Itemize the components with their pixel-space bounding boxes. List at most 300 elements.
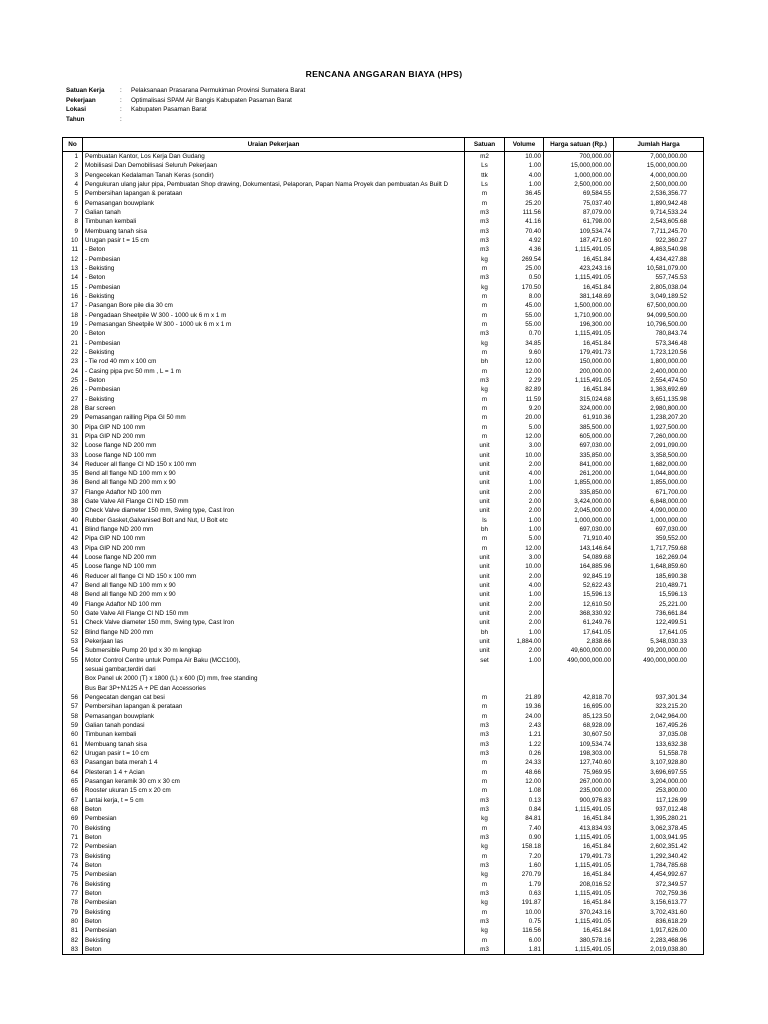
volume: 12.00 bbox=[505, 544, 544, 553]
unit: m3 bbox=[465, 833, 505, 842]
total-price: 1,723,120.56 bbox=[650, 348, 687, 356]
volume: 10.00 bbox=[505, 451, 544, 460]
row-number: 81 bbox=[63, 926, 83, 935]
item-description: - Pembesian bbox=[83, 339, 465, 348]
item-description: - Pasangan Bore pile dia 30 cm bbox=[83, 301, 465, 310]
total-price: 3,107,928.80 bbox=[650, 759, 687, 767]
item-description: Pembesian bbox=[83, 870, 465, 879]
row-number: 2 bbox=[63, 161, 83, 170]
header-satuan: Satuan bbox=[465, 138, 505, 151]
table-row bbox=[63, 805, 703, 814]
item-description: Pemasangan railling Pipa GI 50 mm bbox=[83, 413, 465, 422]
item-description: Bend all flange ND 100 mm x 90 bbox=[83, 469, 465, 478]
unit: m bbox=[465, 301, 505, 310]
volume: 12.00 bbox=[505, 357, 544, 366]
unit-price: 380,578.16 bbox=[544, 936, 614, 945]
unit: unit bbox=[465, 469, 505, 478]
table-row bbox=[63, 870, 703, 879]
row-number: 4 bbox=[63, 180, 83, 189]
item-description: Lantai kerja, t = 5 cm bbox=[83, 796, 465, 805]
table-row bbox=[63, 712, 703, 721]
volume: 5.00 bbox=[505, 534, 544, 543]
table-row bbox=[63, 283, 703, 292]
unit: m3 bbox=[465, 805, 505, 814]
unit-price: 127,740.60 bbox=[544, 758, 614, 767]
row-number: 82 bbox=[63, 936, 83, 945]
row-number: 22 bbox=[63, 348, 83, 357]
unit-price: 324,000.00 bbox=[544, 404, 614, 413]
unit: unit bbox=[465, 488, 505, 497]
total-price: 10,796,500.00 bbox=[646, 320, 687, 328]
row-number: 8 bbox=[63, 217, 83, 226]
volume: 1.00 bbox=[505, 516, 544, 525]
item-description: Plesteran 1 4 + Acian bbox=[83, 768, 465, 777]
unit: kg bbox=[465, 283, 505, 292]
unit-price: 15,596.13 bbox=[544, 590, 614, 599]
unit: m bbox=[465, 908, 505, 917]
volume: 0.84 bbox=[505, 805, 544, 814]
unit-price: 61,249.76 bbox=[544, 618, 614, 627]
unit: m bbox=[465, 432, 505, 441]
item-description: Pasangan keramik 30 cm x 30 cm bbox=[83, 777, 465, 786]
unit-price: 16,451.84 bbox=[544, 842, 614, 851]
volume: 1.21 bbox=[505, 730, 544, 739]
item-description: Membuang tanah sisa bbox=[83, 740, 465, 749]
row-number: 52 bbox=[63, 628, 83, 637]
total-price: 25,221.00 bbox=[658, 600, 687, 608]
row-number: 76 bbox=[63, 880, 83, 889]
row-number: 63 bbox=[63, 758, 83, 767]
item-description: Reducer all flange CI ND 150 x 100 mm bbox=[83, 572, 465, 581]
unit-price: 1,000,000.00 bbox=[544, 516, 614, 525]
total-price: 780,843.74 bbox=[655, 330, 687, 338]
info-label: Pekerjaan bbox=[66, 96, 96, 104]
volume: 0.13 bbox=[505, 796, 544, 805]
table-row bbox=[63, 740, 703, 749]
unit-price: 16,451.84 bbox=[544, 385, 614, 394]
total-price: 99,200,000.00 bbox=[646, 647, 687, 655]
volume: 2.00 bbox=[505, 609, 544, 618]
total-price: 922,360.27 bbox=[655, 236, 687, 244]
unit-price: 1,710,900.00 bbox=[544, 311, 614, 320]
volume: 1.60 bbox=[505, 861, 544, 870]
table-row bbox=[63, 199, 703, 208]
unit: m bbox=[465, 423, 505, 432]
row-number: 36 bbox=[63, 478, 83, 487]
total-price: 1,927,500.00 bbox=[650, 423, 687, 431]
volume: 41.16 bbox=[505, 217, 544, 226]
unit-price: 2,500,000.00 bbox=[544, 180, 614, 189]
unit-price: 198,303.00 bbox=[544, 749, 614, 758]
item-description: Beton bbox=[83, 861, 465, 870]
item-description: - Beton bbox=[83, 376, 465, 385]
table-row bbox=[63, 189, 703, 198]
unit: m bbox=[465, 544, 505, 553]
total-price: 490,000,000.00 bbox=[643, 656, 687, 664]
item-description: - Casing pipa pvc 50 mm , L = 1 m bbox=[83, 367, 465, 376]
table-row bbox=[63, 395, 703, 404]
volume: 2.00 bbox=[505, 506, 544, 515]
table-row bbox=[63, 562, 703, 571]
table-row bbox=[63, 880, 703, 889]
unit: m bbox=[465, 768, 505, 777]
table-row bbox=[63, 581, 703, 590]
item-description: Pengukuran ulang jalur pipa, Pembuatan Shop drawing, Dokumentasi, Pelaporan, Papan Nama Proyek dan pembuatan As Built D bbox=[83, 180, 465, 189]
unit-price: 16,451.84 bbox=[544, 926, 614, 935]
unit-price: 87,079.00 bbox=[544, 208, 614, 217]
volume: 55.00 bbox=[505, 320, 544, 329]
volume: 10.00 bbox=[505, 152, 544, 161]
total-price: 2,554,474.50 bbox=[650, 376, 687, 384]
unit-price: 200,000.00 bbox=[544, 367, 614, 376]
item-description: Pipa GIP ND 100 mm bbox=[83, 534, 465, 543]
row-number: 28 bbox=[63, 404, 83, 413]
total-price: 372,349.57 bbox=[655, 880, 687, 888]
unit: m3 bbox=[465, 236, 505, 245]
volume: 4.00 bbox=[505, 171, 544, 180]
row-number: 61 bbox=[63, 740, 83, 749]
item-description: Check Valve diameter 150 mm, Swing type, Cast Iron bbox=[83, 506, 465, 515]
item-description: Loose flange ND 200 mm bbox=[83, 441, 465, 450]
unit: m bbox=[465, 777, 505, 786]
unit: kg bbox=[465, 898, 505, 907]
unit: m bbox=[465, 852, 505, 861]
unit-price: 179,491.73 bbox=[544, 852, 614, 861]
unit-price: 164,885.96 bbox=[544, 562, 614, 571]
row-number: 19 bbox=[63, 320, 83, 329]
volume: 2.00 bbox=[505, 497, 544, 506]
row-number: 1 bbox=[63, 152, 83, 161]
unit-price: 697,030.00 bbox=[544, 441, 614, 450]
row-number: 37 bbox=[63, 488, 83, 497]
unit-price: 697,030.00 bbox=[544, 525, 614, 534]
total-price: 573,346.48 bbox=[655, 339, 687, 347]
item-description-line: Motor Control Centre untuk Pompa Air Baku (MCC100), bbox=[85, 656, 241, 664]
unit: m bbox=[465, 413, 505, 422]
item-description: Pipa GIP ND 200 mm bbox=[83, 544, 465, 553]
item-description: Pengecatan dengan cat besi bbox=[83, 693, 465, 702]
row-number: 20 bbox=[63, 329, 83, 338]
total-price: 1,003,941.95 bbox=[650, 833, 687, 841]
unit: ls bbox=[465, 516, 505, 525]
table-row bbox=[63, 842, 703, 851]
total-price: 4,454,992.67 bbox=[650, 871, 687, 879]
total-price: 1,363,692.69 bbox=[650, 386, 687, 394]
volume: 0.90 bbox=[505, 833, 544, 842]
row-number: 58 bbox=[63, 712, 83, 721]
table-row bbox=[63, 758, 703, 767]
row-number: 46 bbox=[63, 572, 83, 581]
volume: 5.00 bbox=[505, 423, 544, 432]
table-row bbox=[63, 478, 703, 487]
row-number: 43 bbox=[63, 544, 83, 553]
unit: kg bbox=[465, 870, 505, 879]
total-price: 702,759.36 bbox=[655, 889, 687, 897]
total-price: 185,690.38 bbox=[655, 572, 687, 580]
unit: kg bbox=[465, 842, 505, 851]
item-description: - Pengadaan Sheetpile W 300 - 1000 uk 6 m x 1 m bbox=[83, 311, 465, 320]
item-description: Bekisting bbox=[83, 852, 465, 861]
row-number: 18 bbox=[63, 311, 83, 320]
row-number: 67 bbox=[63, 796, 83, 805]
table-body bbox=[63, 152, 703, 954]
unit: kg bbox=[465, 385, 505, 394]
volume: 1.22 bbox=[505, 740, 544, 749]
total-price: 671,700.00 bbox=[655, 488, 687, 496]
volume: 45.00 bbox=[505, 301, 544, 310]
row-number: 24 bbox=[63, 367, 83, 376]
total-price: 6,848,000.00 bbox=[650, 498, 687, 506]
unit: m bbox=[465, 404, 505, 413]
table-row bbox=[63, 796, 703, 805]
volume: 24.33 bbox=[505, 758, 544, 767]
unit: m3 bbox=[465, 917, 505, 926]
total-price: 7,711,245.70 bbox=[650, 227, 687, 235]
unit: unit bbox=[465, 572, 505, 581]
info-value: Optimalisasi SPAM Air Bangis Kabupaten Pasaman Barat bbox=[131, 96, 292, 104]
unit: unit bbox=[465, 562, 505, 571]
table-row bbox=[63, 385, 703, 394]
total-price: 10,581,079.00 bbox=[646, 264, 687, 272]
info-label: Tahun bbox=[66, 115, 85, 123]
total-price: 7,260,000.00 bbox=[650, 432, 687, 440]
table-row bbox=[63, 413, 703, 422]
row-number: 15 bbox=[63, 283, 83, 292]
row-number: 35 bbox=[63, 469, 83, 478]
table-row bbox=[63, 786, 703, 795]
table-row bbox=[63, 646, 703, 655]
unit: m3 bbox=[465, 208, 505, 217]
budget-table bbox=[62, 137, 704, 955]
table-row bbox=[63, 311, 703, 320]
volume: 0.70 bbox=[505, 329, 544, 338]
row-number: 29 bbox=[63, 413, 83, 422]
unit-price: 54,089.68 bbox=[544, 553, 614, 562]
row-number: 45 bbox=[63, 562, 83, 571]
total-price: 7,000,000.00 bbox=[650, 153, 687, 160]
unit: m bbox=[465, 395, 505, 404]
volume: 11.59 bbox=[505, 395, 544, 404]
table-row bbox=[63, 423, 703, 432]
volume: 0.26 bbox=[505, 749, 544, 758]
item-description: Pasangan bata merah 1 4 bbox=[83, 758, 465, 767]
table-row bbox=[63, 339, 703, 348]
item-description: - Beton bbox=[83, 245, 465, 254]
item-description-line: Box Panel uk 2000 (T) x 1800 (L) x 600 (D) mm, free standing bbox=[85, 675, 258, 683]
table-row bbox=[63, 749, 703, 758]
table-row bbox=[63, 227, 703, 236]
total-price: 162,269.04 bbox=[655, 554, 687, 562]
row-number: 59 bbox=[63, 721, 83, 730]
row-number: 68 bbox=[63, 805, 83, 814]
unit: unit bbox=[465, 506, 505, 515]
total-price: 1,292,340.42 bbox=[650, 852, 687, 860]
unit: unit bbox=[465, 618, 505, 627]
row-number: 72 bbox=[63, 842, 83, 851]
total-price: 4,000,000.00 bbox=[650, 171, 687, 179]
table-row bbox=[63, 180, 703, 189]
total-price: 2,400,000.00 bbox=[650, 367, 687, 375]
volume: 12.00 bbox=[505, 432, 544, 441]
item-description: Bend all flange ND 200 mm x 90 bbox=[83, 478, 465, 487]
volume: 1.00 bbox=[505, 628, 544, 637]
total-price: 2,536,356.77 bbox=[650, 190, 687, 198]
volume: 4.92 bbox=[505, 236, 544, 245]
unit-price: 75,037.40 bbox=[544, 199, 614, 208]
table-row bbox=[63, 926, 703, 935]
item-description: - Bekisting bbox=[83, 264, 465, 273]
row-number: 23 bbox=[63, 357, 83, 366]
info-separator: : bbox=[120, 87, 122, 94]
unit-price: 2,838.66 bbox=[544, 637, 614, 646]
unit-price: 52,622.43 bbox=[544, 581, 614, 590]
item-description: Pembersihan lapangan & perataan bbox=[83, 189, 465, 198]
table-row bbox=[63, 833, 703, 842]
volume: 1.81 bbox=[505, 945, 544, 954]
total-price: 9,714,533.24 bbox=[650, 208, 687, 216]
item-description: - Pembesian bbox=[83, 283, 465, 292]
row-number: 33 bbox=[63, 451, 83, 460]
table-row bbox=[63, 936, 703, 945]
table-row bbox=[63, 898, 703, 907]
total-price: 1,682,000.00 bbox=[650, 460, 687, 468]
row-number: 64 bbox=[63, 768, 83, 777]
table-row bbox=[63, 628, 703, 637]
unit: unit bbox=[465, 581, 505, 590]
unit-price: 42,818.70 bbox=[544, 693, 614, 702]
volume: 1.00 bbox=[505, 656, 544, 693]
unit: m bbox=[465, 348, 505, 357]
item-description: - Pembesian bbox=[83, 385, 465, 394]
row-number: 75 bbox=[63, 870, 83, 879]
item-description-line: sesuai gambar,terdiri dari bbox=[85, 666, 156, 674]
volume: 20.00 bbox=[505, 413, 544, 422]
unit-price: 1,115,491.05 bbox=[544, 861, 614, 870]
volume: 170.50 bbox=[505, 283, 544, 292]
row-number: 21 bbox=[63, 339, 83, 348]
unit-price: 179,491.73 bbox=[544, 348, 614, 357]
item-description: Bend all flange ND 100 mm x 90 bbox=[83, 581, 465, 590]
volume: 82.89 bbox=[505, 385, 544, 394]
unit-price: 196,300.00 bbox=[544, 320, 614, 329]
volume: 158.18 bbox=[505, 842, 544, 851]
total-price: 253,800.00 bbox=[655, 787, 687, 795]
row-number: 49 bbox=[63, 600, 83, 609]
unit-price: 143,146.64 bbox=[544, 544, 614, 553]
unit-price: 335,850.00 bbox=[544, 488, 614, 497]
row-number: 42 bbox=[63, 534, 83, 543]
unit: m bbox=[465, 311, 505, 320]
unit-price: 109,534.74 bbox=[544, 227, 614, 236]
volume: 9.20 bbox=[505, 404, 544, 413]
unit: m bbox=[465, 824, 505, 833]
unit: unit bbox=[465, 460, 505, 469]
table-row bbox=[63, 367, 703, 376]
table-row bbox=[63, 441, 703, 450]
volume: 1.79 bbox=[505, 880, 544, 889]
total-price: 37,035.08 bbox=[658, 731, 687, 739]
unit: m3 bbox=[465, 376, 505, 385]
table-row bbox=[63, 301, 703, 310]
unit-price: 49,600,000.00 bbox=[544, 646, 614, 655]
volume: 9.60 bbox=[505, 348, 544, 357]
total-price: 15,596.13 bbox=[658, 591, 687, 599]
item-description: Timbunan kembali bbox=[83, 730, 465, 739]
row-number: 53 bbox=[63, 637, 83, 646]
unit-price: 267,000.00 bbox=[544, 777, 614, 786]
unit-price: 370,243.16 bbox=[544, 908, 614, 917]
table-row bbox=[63, 777, 703, 786]
row-number: 14 bbox=[63, 273, 83, 282]
info-separator: : bbox=[120, 115, 122, 123]
row-number: 50 bbox=[63, 609, 83, 618]
row-number: 5 bbox=[63, 189, 83, 198]
volume: 1.00 bbox=[505, 161, 544, 170]
unit-price: 1,000,000.00 bbox=[544, 171, 614, 180]
row-number: 7 bbox=[63, 208, 83, 217]
unit: m3 bbox=[465, 730, 505, 739]
item-description: Gate Valve All Flange CI ND 150 mm bbox=[83, 609, 465, 618]
unit: unit bbox=[465, 451, 505, 460]
row-number: 17 bbox=[63, 301, 83, 310]
item-description bbox=[83, 656, 465, 693]
total-price: 15,000,000.00 bbox=[646, 162, 687, 170]
total-price: 1,917,626.00 bbox=[650, 927, 687, 935]
row-number: 56 bbox=[63, 693, 83, 702]
info-separator: : bbox=[120, 106, 122, 114]
item-description: Bekisting bbox=[83, 908, 465, 917]
total-price: 4,863,540.98 bbox=[650, 246, 687, 254]
unit-price: 1,115,491.05 bbox=[544, 833, 614, 842]
row-number: 27 bbox=[63, 395, 83, 404]
table-row bbox=[63, 320, 703, 329]
total-price: 557,745.53 bbox=[655, 274, 687, 282]
unit: kg bbox=[465, 339, 505, 348]
total-price: 3,049,189.52 bbox=[650, 292, 687, 300]
total-price: 94,099,500.00 bbox=[646, 311, 687, 319]
row-number: 32 bbox=[63, 441, 83, 450]
item-description: Gate Valve All Flange CI ND 150 mm bbox=[83, 497, 465, 506]
item-description: Galian tanah pondasi bbox=[83, 721, 465, 730]
unit-price: 15,000,000.00 bbox=[544, 161, 614, 170]
item-description: Rooster ukuran 15 cm x 20 cm bbox=[83, 786, 465, 795]
unit-price: 17,641.05 bbox=[544, 628, 614, 637]
unit-price: 16,451.84 bbox=[544, 283, 614, 292]
row-number: 6 bbox=[63, 199, 83, 208]
table-header-row bbox=[63, 137, 703, 152]
info-value: Kabupaten Pasaman Barat bbox=[131, 106, 207, 114]
item-description: Beton bbox=[83, 917, 465, 926]
table-row bbox=[63, 656, 703, 693]
row-number: 55 bbox=[63, 656, 83, 693]
volume: 12.00 bbox=[505, 367, 544, 376]
header-harga-satuan: Harga satuan (Rp.) bbox=[544, 138, 614, 151]
item-description: - Tie rod 40 mm x 100 cm bbox=[83, 357, 465, 366]
unit-price: 1,115,491.05 bbox=[544, 889, 614, 898]
row-number: 80 bbox=[63, 917, 83, 926]
item-description: Pembesian bbox=[83, 842, 465, 851]
unit-price: 61,910.36 bbox=[544, 413, 614, 422]
unit-price: 75,969.95 bbox=[544, 768, 614, 777]
item-description: Bekisting bbox=[83, 824, 465, 833]
unit: m bbox=[465, 199, 505, 208]
unit-price: 68,928.09 bbox=[544, 721, 614, 730]
volume: 2.00 bbox=[505, 646, 544, 655]
table-row bbox=[63, 572, 703, 581]
total-price: 937,301.34 bbox=[655, 694, 687, 702]
total-price: 2,042,964.00 bbox=[650, 712, 687, 720]
unit-price: 700,000.00 bbox=[544, 152, 614, 161]
